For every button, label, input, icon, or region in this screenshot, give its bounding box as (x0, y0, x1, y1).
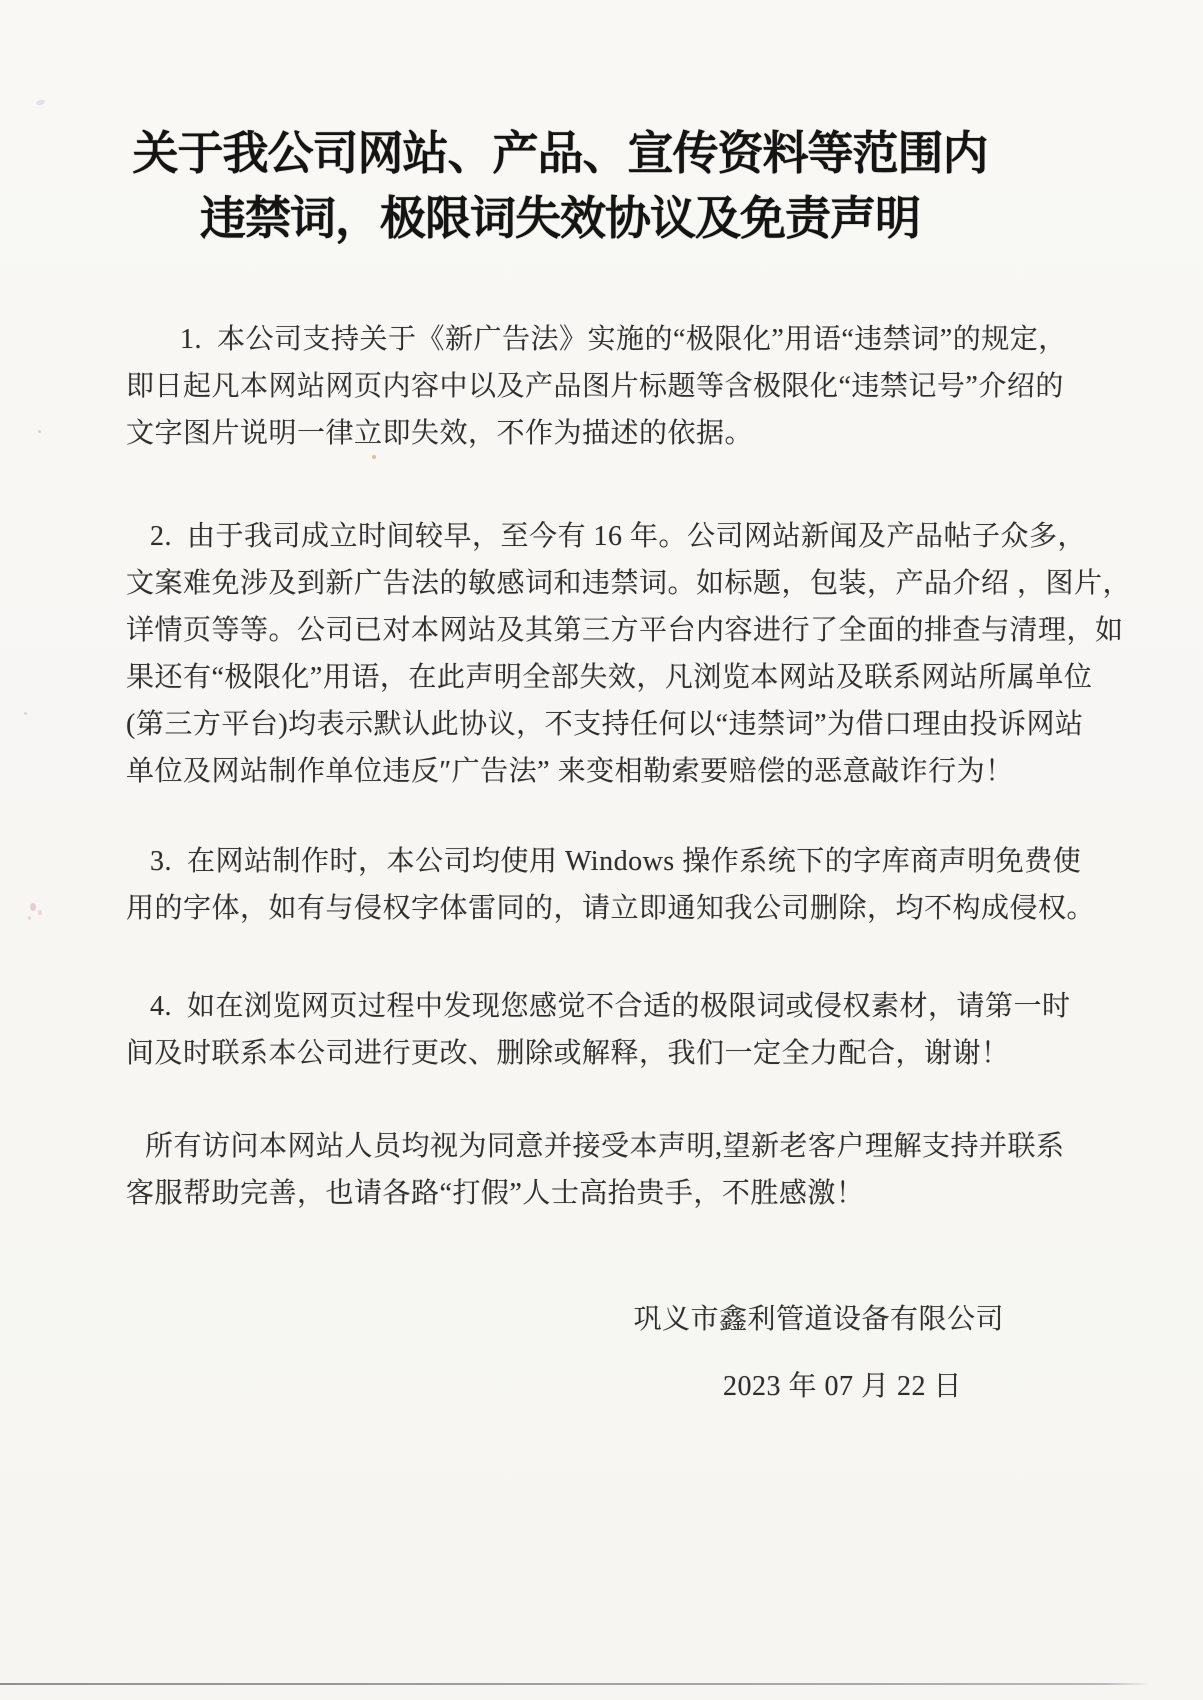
paragraph-2 (126, 513, 1203, 795)
paragraph-line: 客服帮助完善，也请各路“打假”人士高抬贵手，不胜感激！ (126, 1178, 865, 1209)
paragraph-3 (126, 838, 1203, 932)
paragraph-1 (126, 316, 1203, 457)
paragraph-line: 即日起凡本网站网页内容中以及产品图片标题等含极限化“违禁记号”介绍的 (126, 371, 1064, 402)
paragraph-4 (126, 983, 1203, 1077)
paragraph-line: 所有访问本网站人员均视为同意并接受本声明,望新老客户理解支持并联系 (145, 1131, 1065, 1162)
paragraph-line: 文案难免涉及到新广告法的敏感词和违禁词。如标题，包装，产品介绍 ，图片， (126, 568, 1132, 599)
document-title-line-2: 违禁词，极限词失效协议及免责声明 (200, 192, 920, 244)
paragraph-line: (第三方平台)均表示默认此协议，不支持任何以“违禁词”为借口理由投诉网站 (126, 709, 1084, 740)
document-title-line-1: 关于我公司网站、产品、宣传资料等范围内 (132, 127, 988, 179)
document-body (0, 316, 1203, 1217)
paragraph-line: 3. 在网站制作时，本公司均使用 Windows 操作系统下的字库商声明免费使 (150, 846, 1082, 877)
document-title (0, 121, 1120, 251)
date-signature: 2023 年 07 月 22 日 (722, 1371, 962, 1402)
paragraph-line: 果还有“极限化”用语，在此声明全部失效，凡浏览本网站及联系网站所属单位 (126, 662, 1093, 693)
paragraph-line: 单位及网站制作单位违反″广告法” 来变相勒索要赔偿的恶意敲诈行为！ (126, 756, 1014, 787)
paragraph-line: 2. 由于我司成立时间较早，至今有 16 年。公司网站新闻及产品帖子众多， (150, 521, 1087, 552)
paragraph-line: 用的字体，如有与侵权字体雷同的，请立即通知我公司删除，均不构成侵权。 (126, 893, 1096, 924)
scan-speck (36, 99, 46, 106)
paragraph-line: 间及时联系本公司进行更改、删除或解释，我们一定全力配合，谢谢！ (126, 1038, 1010, 1069)
paragraph-line: 1. 本公司支持关于《新广告法》实施的“极限化”用语“违禁词”的规定， (180, 324, 1067, 355)
paragraph-line: 4. 如在浏览网页过程中发现您感觉不合适的极限词或侵权素材，请第一时 (150, 991, 1071, 1022)
paragraph-line: 详情页等等。公司已对本网站及其第三方平台内容进行了全面的排查与清理，如 (126, 615, 1124, 646)
paragraph-line: 文字图片说明一律立即失效，不作为描述的依据。 (126, 418, 754, 449)
company-signature: 巩义市鑫利管道设备有限公司 (633, 1304, 1004, 1335)
bottom-scan-edge-line (0, 1683, 1151, 1685)
paragraph-5 (126, 1123, 1203, 1217)
